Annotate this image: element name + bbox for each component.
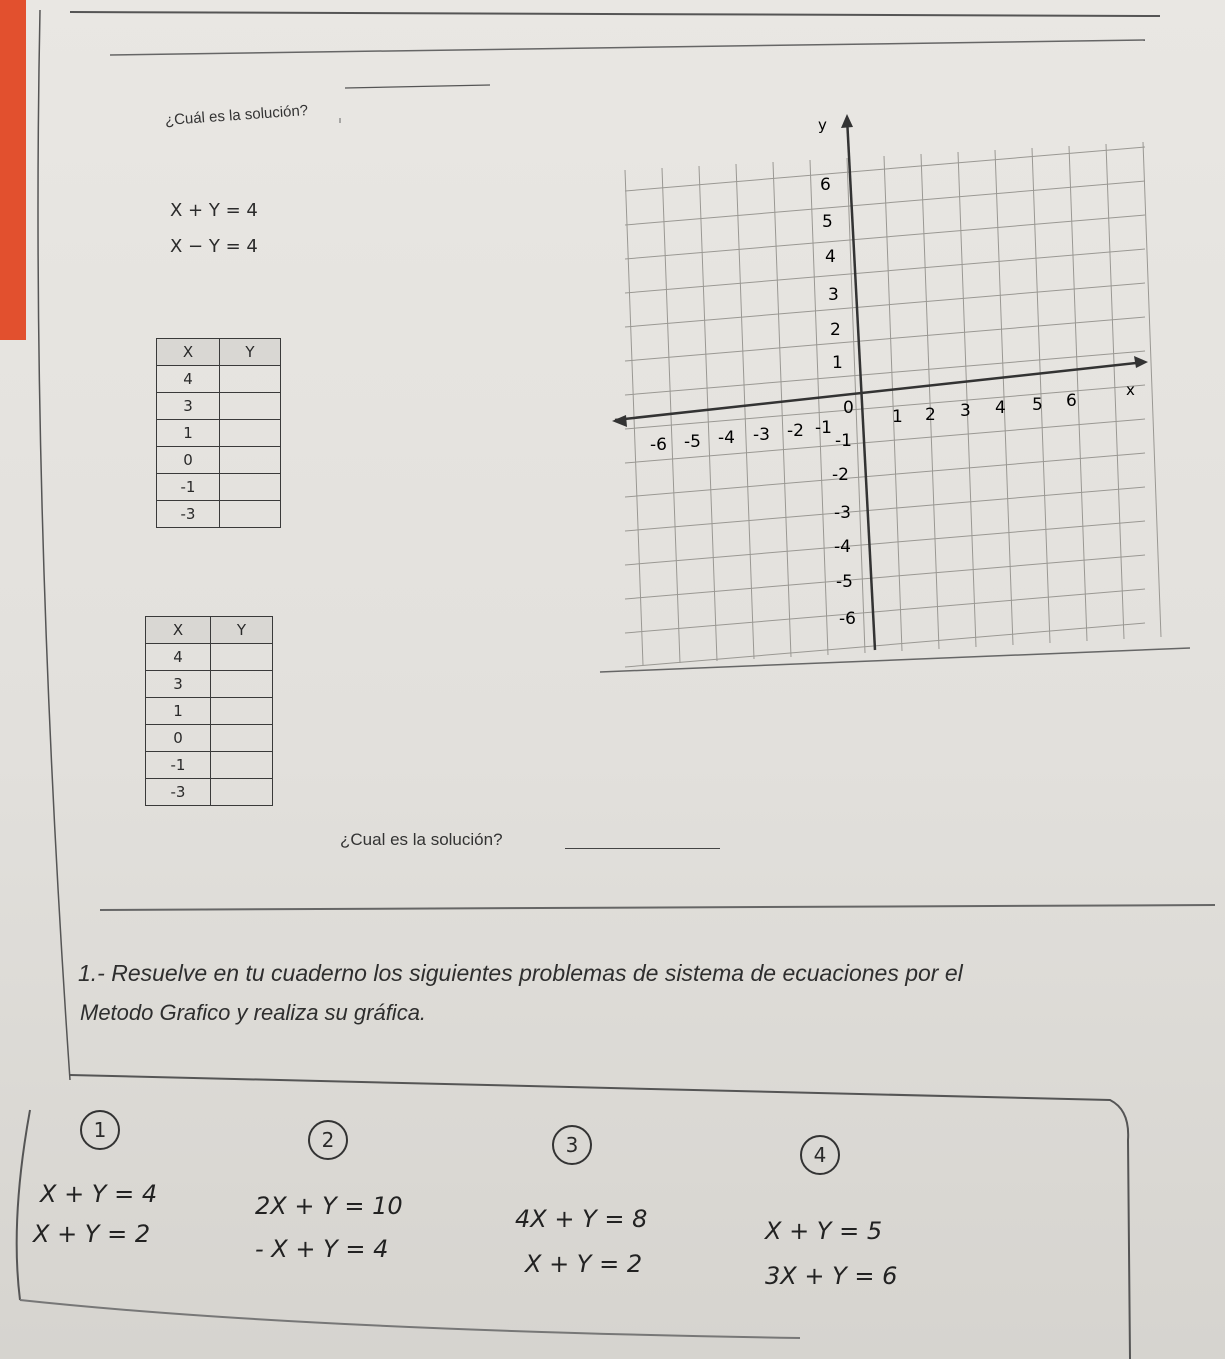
y-tick-label: -4 (834, 537, 851, 557)
table1-y-cell[interactable] (220, 474, 281, 501)
y-axis-label: y (818, 116, 827, 134)
solution-question-top: ¿Cuál es la solución? (164, 102, 309, 129)
x-tick-label: 4 (995, 398, 1006, 418)
y-tick-label: -6 (839, 609, 856, 629)
y-tick-label: 5 (822, 212, 833, 232)
x-tick-label: 5 (1032, 395, 1043, 415)
table2-x-cell: 0 (146, 725, 211, 752)
table2-y-cell[interactable] (211, 752, 273, 779)
table1-x-cell: 1 (157, 420, 220, 447)
table2-x-cell: 4 (146, 644, 211, 671)
y-tick-label: 3 (828, 285, 839, 305)
grid-line-horizontal (625, 351, 1145, 395)
table1-y-cell[interactable] (220, 420, 281, 447)
x-tick-label: -6 (650, 435, 667, 455)
grid-line-vertical (736, 164, 754, 659)
problem-1-equation-1: X + Y = 4 (40, 1180, 158, 1208)
table2-header-x: X (146, 617, 211, 644)
problem-4-equation-2: 3X + Y = 6 (765, 1262, 898, 1290)
grid-line-horizontal (625, 317, 1145, 361)
instructions-line-2: Metodo Grafico y realiza su gráfica. (80, 1000, 427, 1025)
grid-line-vertical (810, 160, 828, 655)
origin-label: 0 (843, 398, 854, 418)
table1-y-cell[interactable] (220, 366, 281, 393)
grid-line-horizontal (625, 623, 1145, 667)
x-axis-label: x (1126, 381, 1135, 399)
y-tick-label: -2 (832, 465, 849, 485)
coordinate-grid (600, 90, 1200, 690)
table2-x-cell: 3 (146, 671, 211, 698)
table2-y-cell[interactable] (211, 725, 273, 752)
system-equation-2: X − Y = 4 (170, 236, 258, 257)
answer-blank-line[interactable] (565, 848, 720, 849)
x-tick-label: -5 (684, 432, 701, 452)
grid-line-horizontal (625, 419, 1145, 463)
x-tick-label: 1 (892, 407, 903, 427)
problem-2-equation-2: - X + Y = 4 (255, 1235, 389, 1263)
problem-number-2: 2 (308, 1120, 348, 1160)
table1-y-cell[interactable] (220, 393, 281, 420)
table1-x-cell: -1 (157, 474, 220, 501)
grid-line-vertical (1143, 142, 1161, 637)
instructions-line-1: 1.- Resuelve en tu cuaderno los siguientes problemas de sistema de ecuaciones por el (78, 960, 963, 986)
grid-line-vertical (773, 162, 791, 657)
y-tick-label: 1 (832, 353, 843, 373)
table1-header-y: Y (220, 339, 281, 366)
x-tick-label: 6 (1066, 391, 1077, 411)
grid-line-horizontal (625, 589, 1145, 633)
table2-y-cell[interactable] (211, 671, 273, 698)
grid-line-horizontal (625, 555, 1145, 599)
y-tick-label: -1 (835, 431, 852, 451)
solution-question-bottom: ¿Cual es la solución? (340, 830, 503, 849)
x-tick-label: 3 (960, 401, 971, 421)
table1-x-cell: 4 (157, 366, 220, 393)
y-axis (847, 118, 875, 650)
problem-3-equation-1: 4X + Y = 8 (515, 1205, 648, 1233)
table1-x-cell: -3 (157, 501, 220, 528)
x-axis-arrow (1134, 356, 1148, 368)
x-tick-label: -1 (815, 418, 832, 438)
y-axis-arrow (841, 114, 853, 128)
table1-y-cell[interactable] (220, 447, 281, 474)
problem-3-equation-2: X + Y = 2 (525, 1250, 643, 1278)
table2-x-cell: -1 (146, 752, 211, 779)
table1-x-cell: 3 (157, 393, 220, 420)
problem-number-3: 3 (552, 1125, 592, 1165)
xy-table-1 (156, 338, 281, 528)
y-tick-label: 2 (830, 320, 841, 340)
table2-y-cell[interactable] (211, 644, 273, 671)
y-tick-label: 6 (820, 175, 831, 195)
problem-4-equation-1: X + Y = 5 (765, 1217, 883, 1245)
grid-line-vertical (699, 166, 717, 661)
y-tick-label: 4 (825, 247, 836, 267)
table1-x-cell: 0 (157, 447, 220, 474)
table2-y-cell[interactable] (211, 779, 273, 806)
y-tick-label: -5 (836, 572, 853, 592)
grid-line-horizontal (625, 521, 1145, 565)
system-equation-1: X + Y = 4 (170, 200, 258, 221)
table1-y-cell[interactable] (220, 501, 281, 528)
table2-header-y: Y (211, 617, 273, 644)
xy-table-2 (145, 616, 273, 806)
problem-1-equation-2: X + Y = 2 (33, 1220, 151, 1248)
x-tick-label: -4 (718, 428, 735, 448)
table1-header-x: X (157, 339, 220, 366)
y-tick-label: -3 (834, 503, 851, 523)
problem-number-1: 1 (80, 1110, 120, 1150)
problem-2-equation-1: 2X + Y = 10 (255, 1192, 403, 1220)
table2-y-cell[interactable] (211, 698, 273, 725)
table2-x-cell: -3 (146, 779, 211, 806)
x-tick-label: -3 (753, 425, 770, 445)
grid-line-horizontal (625, 453, 1145, 497)
x-tick-label: 2 (925, 405, 936, 425)
grid-lines (625, 142, 1161, 667)
grid-line-horizontal (625, 215, 1145, 259)
x-tick-label: -2 (787, 421, 804, 441)
grid-line-horizontal (625, 487, 1145, 531)
problem-number-4: 4 (800, 1135, 840, 1175)
grid-line-vertical (921, 154, 939, 649)
x-axis-arrow-left (612, 415, 627, 427)
table2-x-cell: 1 (146, 698, 211, 725)
